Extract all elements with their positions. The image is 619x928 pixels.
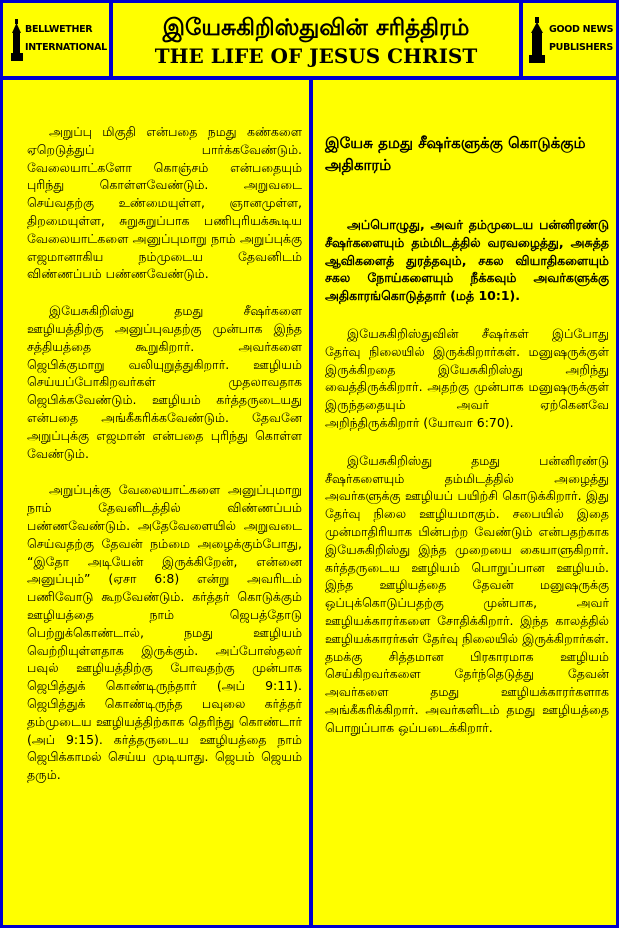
title-english: THE LIFE OF JESUS CHRIST (154, 44, 478, 68)
good-news-logo-text (549, 21, 613, 57)
title-tamil: இயேசுகிறிஸ்துவின் சரித்திரம் (162, 14, 470, 41)
bellwether-logo-text (25, 21, 107, 57)
logo-right-line1: GOOD NEWS (549, 24, 614, 35)
right-paragraph: இயேசுகிறிஸ்துவின் சீஷர்கள் இப்போது தேர்வு நிலையில் இருக்கிறார்கள். மனுஷருக்குள் இருக்கிறதை இயேசுகிறிஸ்து அறிந்து வைத்திருக்கிறார். அதற்கு முன்பாக மனுஷருக்குள் இருந்ததையும் அவர் ஏற்கெனவே அறிந்திருக்கிறார் (யோவா 6:70). (325, 325, 609, 430)
right-paragraph: இயேசுகிறிஸ்து தமது பன்னிரண்டு சீஷர்களையும் தம்மிடத்தில் அழைத்து அவர்களுக்கு ஊழியப் பயிற்சி கொடுக்கிறார். இது தேர்வு நிலை ஊழியமாகும். சபையில் இதை முன்மாதிரியாக பின்பற்ற வேண்டும் என்பதற்காக இயேசுகிறிஸ்து இந்த முறையை கையாளுகிறார். கர்த்தருடைய ஊழியம் பொறுப்பான ஊழியம். இந்த ஊழியத்தை தேவன் மனுஷருக்கு ஒப்புக்கொடுப்பதற்கு முன்பாக, அவர் ஊழியக்காரர்களை சோதிக்கிறார். இந்த காலத்தில் ஊழியக்காரர்கள் தேர்வு நிலையில் இருக்கிறார்கள். தமக்கு சித்தமான பிரகாரமாக ஊழியம் செய்கிறவர்களை தேர்ந்தெடுத்து தேவன் அவர்களை தமது ஊழியக்காரர்களாக அங்கீகரிக்கிறார். அவர்களிடம் தமது ஊழியத்தை பொறுப்பாக ஒப்படைக்கிறார். (325, 452, 609, 735)
right-column (313, 80, 616, 925)
scripture-quote: அப்பொழுது, அவர் தம்முடைய பன்னிரண்டு சீஷர்களையும் தம்மிடத்தில் வரவழைத்து, அசுத்த ஆவிகளைத் துரத்தவும், சகல வியாதிகளையும் சகல நோய்களையும் நீக்கவும் அவர்களுக்கு அதிகாரங்கொடுத்தார் (மத் 10:1). (325, 217, 609, 304)
page-header (113, 3, 519, 76)
left-paragraph: இயேசுகிறிஸ்து தமது சீஷர்களை ஊழியத்திற்கு அனுப்புவதற்கு முன்பாக இந்த சத்தியத்தை கூறுகிறார். அவர்களை ஜெபிக்குமாறு வலியுறுத்துகிறார். ஊழியம் செய்யப்போகிறவர்கள் முதலாவதாக ஜெபிக்கவேண்டும். ஊழியம் கர்த்தருடையது என்பதை அங்கீகரிக்கவேண்டும். தேவனே அறுப்புக்கு எஜமான் என்பதை புரிந்து கொள்ள வேண்டும். (27, 303, 302, 461)
building-icon (528, 17, 546, 63)
good-news-logo (523, 3, 616, 76)
bellwether-logo (3, 3, 109, 76)
logo-left-line2: INTERNATIONAL (25, 42, 107, 53)
bell-tower-icon (10, 19, 24, 61)
left-column (3, 80, 309, 925)
logo-right-line2: PUBLISHERS (549, 42, 613, 53)
logo-left-line1: BELLWETHER (25, 24, 93, 35)
section-title: இயேசு தமது சீஷர்களுக்கு கொடுக்கும் அதிகாரம் (325, 134, 586, 174)
left-paragraph: அறுப்புக்கு வேலையாட்களை அனுப்புமாறு நாம் தேவனிடத்தில் விண்ணப்பம் பண்ணவேண்டும். அதேவேளையில் அறுவடை செய்வதற்கு தேவன் நம்மை அழைக்கும்போது, “இதோ அடியேன் இருக்கிறேன், என்னை அனுப்பும்” (ஏசா 6:8) என்று அவரிடம் பணிவோடு கூறவேண்டும். கர்த்தர் கொடுக்கும் ஊழியத்தை நாம் ஜெபத்தோடு பெற்றுக்கொண்டால், நமது ஊழியம் வெற்றியுள்ளதாக இருக்கும். அப்போஸ்தலர் பவுல் ஊழியத்திற்கு போவதற்கு முன்பாக ஜெபித்துக் கொண்டிருந்தார் (அப் 9:11). ஜெபித்துக் கொண்டிருந்த பவுலை கர்த்தர் தம்முடைய ஊழியத்திற்காக தெரிந்து கொண்டார் (அப் 9:15). கர்த்தருடைய ஊழியத்தை நாம் ஜெபிக்காமல் செய்ய முடியாது. ஜெபம் ஜெயம் தரும். (27, 482, 302, 783)
left-paragraph: அறுப்பு மிகுதி என்பதை நமது கண்களை ஏறெடுத்துப் பார்க்கவேண்டும். வேலையாட்களோ கொஞ்சம் என்பதையும் புரிந்து கொள்ளவேண்டும். அறுவடை செய்வதற்கு உண்மையுள்ள, ஞானமுள்ள, திறமையுள்ள, சுறுசுறுப்பாக பணிபுரியக்கூடிய வேலையாட்களை அனுப்புமாறு நாம் அறுப்புக்கு எஜமானாகிய நம்முடைய தேவனிடம் விண்ணப்பம் பண்ணவேண்டும். (27, 124, 302, 282)
